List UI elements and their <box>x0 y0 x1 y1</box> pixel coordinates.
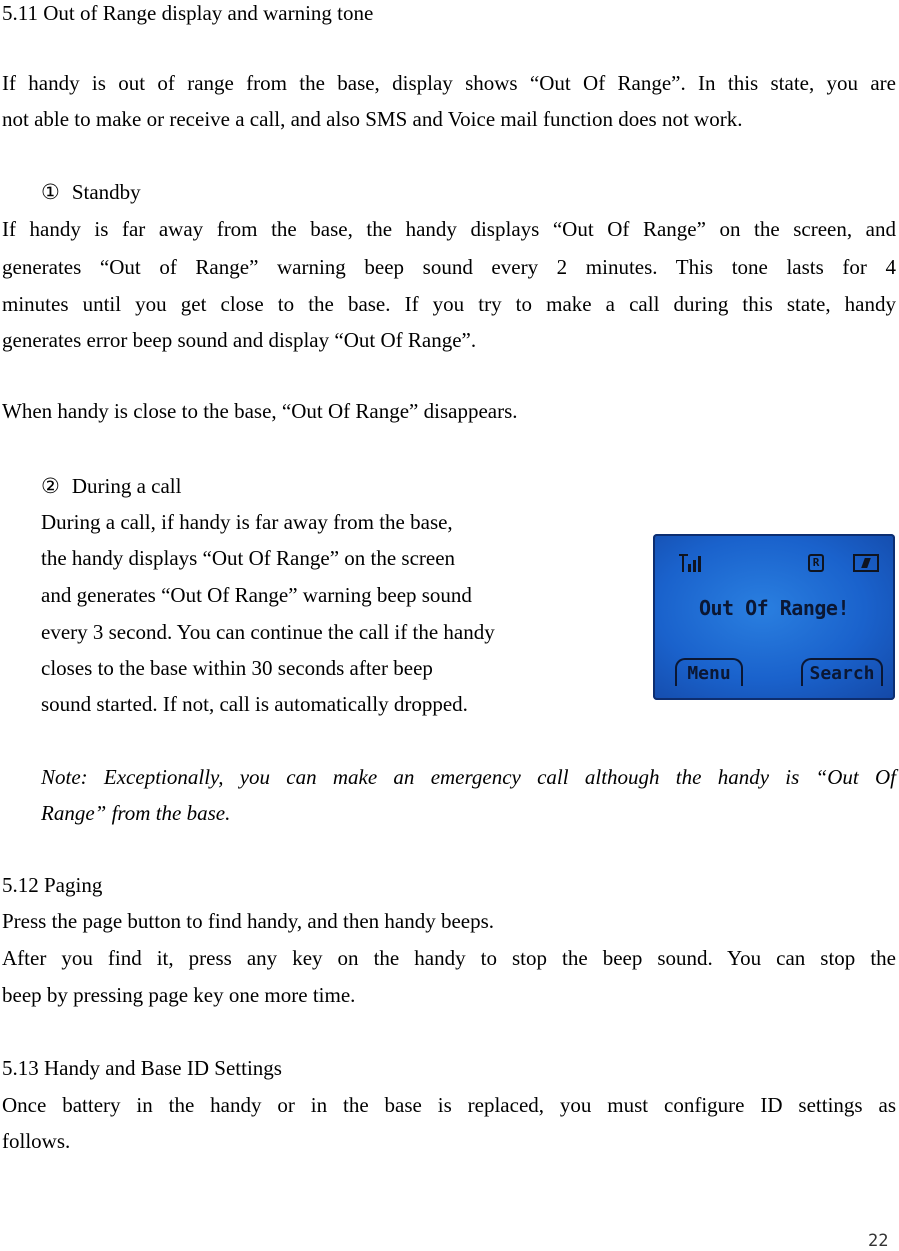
menu-softkey: Menu <box>675 658 743 686</box>
screen-message: Out Of Range! <box>698 596 850 620</box>
section-heading-5-12: 5.12 Paging <box>2 873 103 897</box>
circled-one-marker: ① <box>41 180 60 204</box>
circled-two-marker: ② <box>41 474 60 498</box>
standby-line-4: generates error beep sound and display “Out Of Range”. <box>2 328 477 352</box>
section-heading-5-11: 5.11 Out of Range display and warning tone <box>2 1 374 25</box>
page-number: 22 <box>868 1231 889 1251</box>
during-call-line-3: and generates “Out Of Range” warning beep sound <box>41 583 472 607</box>
search-softkey: Search <box>801 658 883 686</box>
id-settings-line-1: Once battery in the handy or in the base is replaced, you must configure ID settings as <box>2 1093 896 1117</box>
battery-icon <box>853 554 879 572</box>
paging-line-1: Press the page button to find handy, and then handy beeps. <box>2 909 495 933</box>
paging-line-3: beep by pressing page key one more time. <box>2 983 356 1007</box>
during-call-subheading <box>41 473 181 499</box>
during-call-line-6: sound started. If not, call is automatically dropped. <box>41 692 468 716</box>
standby-subheading <box>41 179 141 205</box>
intro-line-1: If handy is out of range from the base, display shows “Out Of Range”. In this state, you are <box>2 71 896 95</box>
id-settings-line-2: follows. <box>2 1129 71 1153</box>
during-call-title: During a call <box>71 474 182 498</box>
standby-close-line: When handy is close to the base, “Out Of Range” disappears. <box>2 399 518 423</box>
during-call-line-4: every 3 second. You can continue the call if the handy <box>41 620 495 644</box>
standby-title: Standby <box>71 180 141 204</box>
section-heading-5-13: 5.13 Handy and Base ID Settings <box>2 1056 282 1080</box>
phone-screen-image <box>653 534 895 700</box>
standby-line-1: If handy is far away from the base, the handy displays “Out Of Range” on the screen, and <box>2 217 896 241</box>
during-call-line-5: closes to the base within 30 seconds after beep <box>41 656 433 680</box>
intro-line-2: not able to make or receive a call, and also SMS and Voice mail function does not work. <box>2 107 743 131</box>
standby-line-2: generates “Out of Range” warning beep sound every 2 minutes. This tone lasts for 4 <box>2 255 896 279</box>
during-call-line-2: the handy displays “Out Of Range” on the screen <box>41 546 456 570</box>
during-call-line-1: During a call, if handy is far away from the base, <box>41 510 453 534</box>
standby-line-3: minutes until you get close to the base. If you try to make a call during this state, handy <box>2 292 896 316</box>
signal-strength-icon <box>679 552 705 572</box>
note-line-1: Note: Exceptionally, you can make an emergency call although the handy is “Out Of <box>41 765 896 789</box>
indicator-r-icon: R <box>808 554 824 572</box>
note-line-2: Range” from the base. <box>41 801 231 825</box>
paging-line-2: After you find it, press any key on the handy to stop the beep sound. You can stop the <box>2 946 896 970</box>
